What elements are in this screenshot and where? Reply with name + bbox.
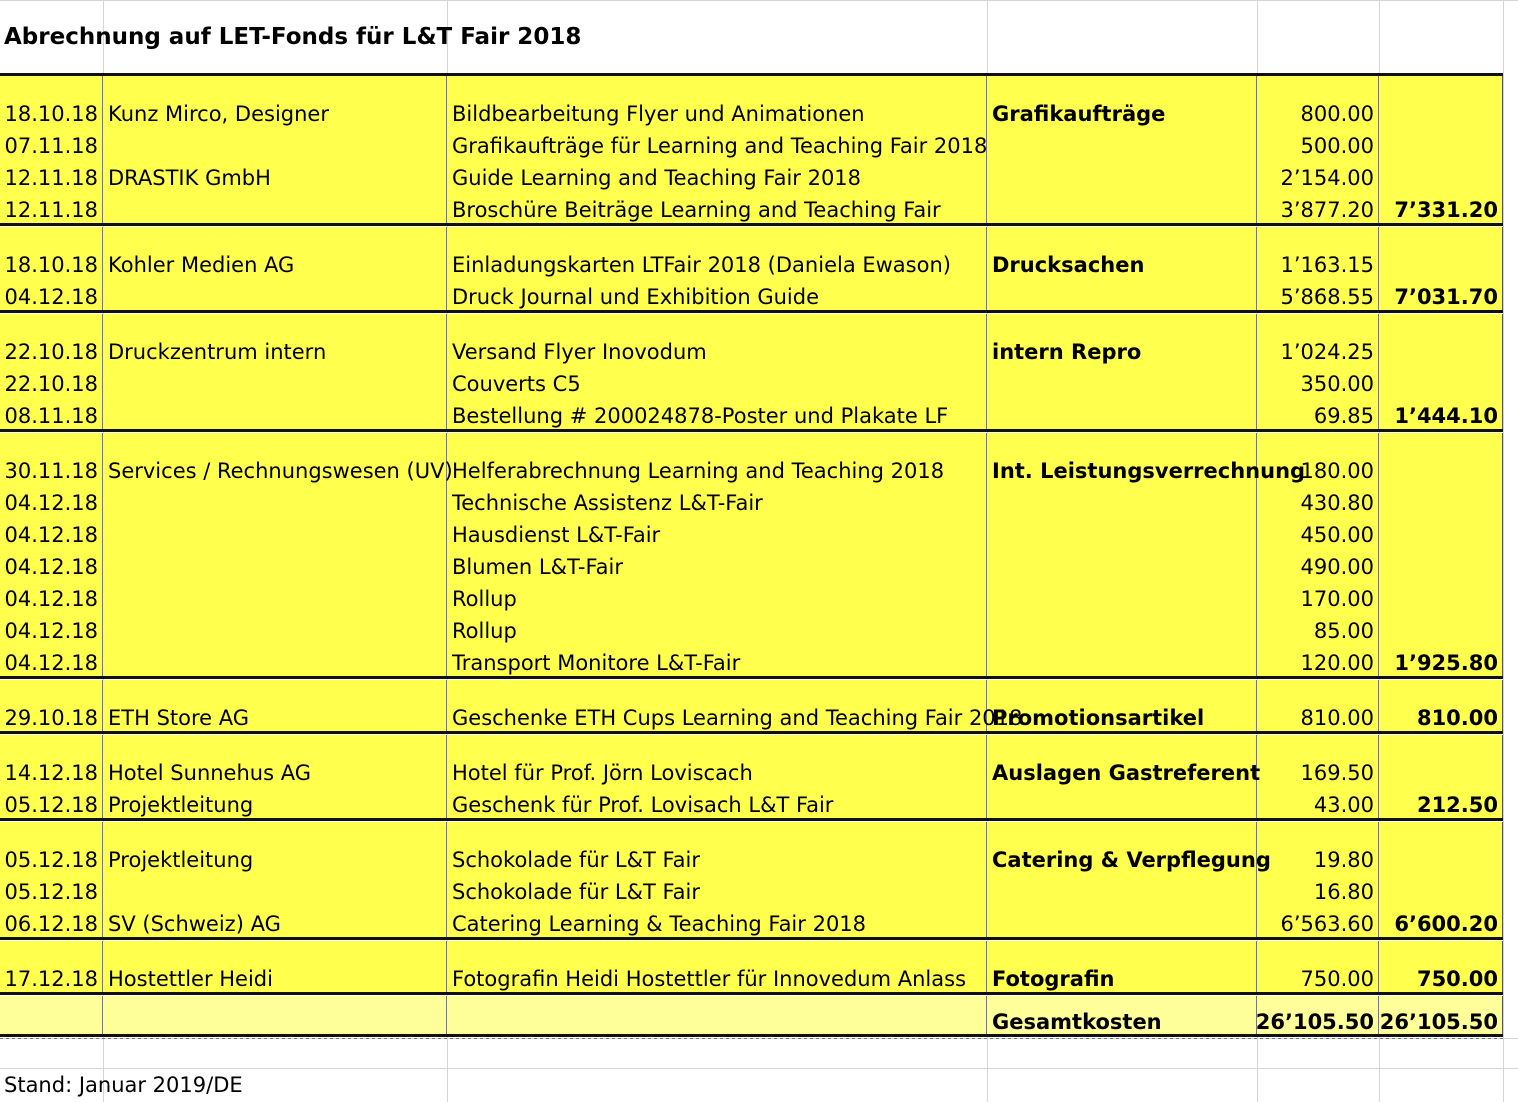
vendor-cell[interactable] — [103, 192, 447, 224]
table-row — [0, 581, 1503, 613]
description-cell[interactable]: Einladungskarten LTFair 2018 (Daniela Ewason) — [447, 247, 987, 279]
description-cell[interactable]: Guide Learning and Teaching Fair 2018 — [447, 160, 987, 192]
empty-cell[interactable] — [103, 680, 447, 700]
category-cell[interactable]: Int. Leistungsverrechnung — [987, 453, 1257, 485]
empty-cell[interactable] — [987, 433, 1257, 453]
table-row — [0, 453, 1503, 485]
vendor-cell[interactable]: Kohler Medien AG — [103, 247, 447, 279]
spacer-row — [0, 941, 1503, 961]
spacer-row — [0, 433, 1503, 453]
group-total-cell[interactable] — [1379, 96, 1503, 128]
empty-cell[interactable] — [987, 314, 1257, 334]
table-row — [0, 755, 1503, 787]
empty-cell[interactable] — [1257, 433, 1379, 453]
empty-cell[interactable] — [1257, 314, 1379, 334]
vendor-cell[interactable] — [103, 874, 447, 906]
empty-cell[interactable] — [987, 941, 1257, 961]
empty-cell[interactable] — [447, 735, 987, 755]
group-total-cell[interactable] — [1379, 453, 1503, 485]
description-cell[interactable]: Rollup — [447, 581, 987, 613]
table-row — [0, 366, 1503, 398]
table-row — [0, 128, 1503, 160]
empty-cell[interactable] — [103, 227, 447, 247]
empty-cell[interactable] — [447, 227, 987, 247]
date-cell[interactable]: 18.10.18 — [0, 247, 103, 279]
empty-cell[interactable] — [0, 227, 103, 247]
description-cell[interactable]: Schokolade für L&T Fair — [447, 874, 987, 906]
group-total-cell[interactable]: 7’031.70 — [1379, 279, 1503, 311]
empty-cell[interactable] — [1257, 227, 1379, 247]
category-cell[interactable]: Promotionsartikel — [987, 700, 1257, 732]
amount-cell[interactable]: 69.85 — [1257, 398, 1379, 430]
empty-cell[interactable] — [1257, 735, 1379, 755]
group-separator — [0, 992, 1503, 995]
date-cell[interactable]: 18.10.18 — [0, 96, 103, 128]
category-cell[interactable]: Fotografin — [987, 961, 1257, 993]
vendor-cell[interactable]: Hostettler Heidi — [103, 961, 447, 993]
vendor-cell[interactable] — [103, 485, 447, 517]
amount-cell[interactable]: 430.80 — [1257, 485, 1379, 517]
empty-cell[interactable] — [103, 996, 447, 1036]
vendor-cell[interactable]: Druckzentrum intern — [103, 334, 447, 366]
empty-cell[interactable] — [0, 822, 103, 842]
date-cell[interactable]: 14.12.18 — [0, 755, 103, 787]
group-total-cell[interactable]: 6’600.20 — [1379, 906, 1503, 938]
empty-cell[interactable] — [0, 680, 103, 700]
group-total-cell[interactable]: 212.50 — [1379, 787, 1503, 819]
table-row — [0, 192, 1503, 224]
amount-cell[interactable]: 120.00 — [1257, 645, 1379, 677]
empty-cell[interactable] — [987, 76, 1257, 96]
empty-cell[interactable] — [447, 680, 987, 700]
vendor-cell[interactable] — [103, 517, 447, 549]
amount-cell[interactable]: 350.00 — [1257, 366, 1379, 398]
category-cell[interactable]: intern Repro — [987, 334, 1257, 366]
group-total-cell[interactable] — [1379, 247, 1503, 279]
amount-cell[interactable]: 19.80 — [1257, 842, 1379, 874]
empty-cell[interactable] — [447, 433, 987, 453]
amount-cell[interactable]: 1’024.25 — [1257, 334, 1379, 366]
vendor-cell[interactable]: Services / Rechnungswesen (UV) — [103, 453, 447, 485]
category-cell[interactable] — [987, 549, 1257, 581]
table-row — [0, 334, 1503, 366]
group-total-cell[interactable] — [1379, 485, 1503, 517]
description-cell[interactable]: Geschenke ETH Cups Learning and Teaching Fair 2018 — [447, 700, 987, 732]
empty-cell[interactable] — [1257, 822, 1379, 842]
spacer-row — [0, 76, 1503, 96]
vendor-cell[interactable]: Kunz Mirco, Designer — [103, 96, 447, 128]
grid-row-line — [0, 0, 1518, 1]
empty-cell[interactable] — [1379, 76, 1503, 96]
empty-cell[interactable] — [1257, 941, 1379, 961]
amount-cell[interactable]: 170.00 — [1257, 581, 1379, 613]
description-cell[interactable]: Fotografin Heidi Hostettler für Innovedum Anlass — [447, 961, 987, 993]
date-cell[interactable]: 07.11.18 — [0, 128, 103, 160]
category-cell[interactable] — [987, 906, 1257, 938]
vendor-cell[interactable]: SV (Schweiz) AG — [103, 906, 447, 938]
group-total-cell[interactable] — [1379, 874, 1503, 906]
empty-cell[interactable] — [987, 227, 1257, 247]
date-cell[interactable]: 04.12.18 — [0, 613, 103, 645]
category-cell[interactable]: Auslagen Gastreferent — [987, 755, 1257, 787]
group-separator — [0, 731, 1503, 734]
table-row — [0, 160, 1503, 192]
group-total-cell[interactable]: 7’331.20 — [1379, 192, 1503, 224]
date-cell[interactable]: 17.12.18 — [0, 961, 103, 993]
empty-cell[interactable] — [1379, 941, 1503, 961]
empty-cell[interactable] — [1379, 680, 1503, 700]
vendor-cell[interactable] — [103, 279, 447, 311]
category-cell[interactable] — [987, 787, 1257, 819]
empty-cell[interactable] — [0, 941, 103, 961]
category-cell[interactable] — [987, 517, 1257, 549]
table-row — [0, 961, 1503, 993]
description-cell[interactable]: Couverts C5 — [447, 366, 987, 398]
group-total-cell[interactable] — [1379, 334, 1503, 366]
amount-cell[interactable]: 490.00 — [1257, 549, 1379, 581]
description-cell[interactable]: Druck Journal und Exhibition Guide — [447, 279, 987, 311]
description-cell[interactable]: Hotel für Prof. Jörn Loviscach — [447, 755, 987, 787]
amount-cell[interactable]: 750.00 — [1257, 961, 1379, 993]
group-total-cell[interactable] — [1379, 842, 1503, 874]
table-row — [0, 787, 1503, 819]
table-row — [0, 549, 1503, 581]
category-cell[interactable]: Catering & Verpflegung — [987, 842, 1257, 874]
vendor-cell[interactable] — [103, 366, 447, 398]
spacer-row — [0, 822, 1503, 842]
empty-cell[interactable] — [987, 735, 1257, 755]
description-cell[interactable]: Bestellung # 200024878-Poster und Plakate LF — [447, 398, 987, 430]
group-separator — [0, 676, 1503, 679]
date-cell[interactable]: 12.11.18 — [0, 160, 103, 192]
empty-cell[interactable] — [987, 680, 1257, 700]
vendor-cell[interactable] — [103, 645, 447, 677]
spacer-row — [0, 680, 1503, 700]
date-cell[interactable]: 22.10.18 — [0, 334, 103, 366]
description-cell[interactable]: Catering Learning & Teaching Fair 2018 — [447, 906, 987, 938]
table-row — [0, 645, 1503, 677]
amount-cell[interactable]: 1’163.15 — [1257, 247, 1379, 279]
table-row — [0, 517, 1503, 549]
category-cell[interactable] — [987, 613, 1257, 645]
group-total-cell[interactable] — [1379, 613, 1503, 645]
empty-cell[interactable] — [103, 822, 447, 842]
grand-total-row — [0, 996, 1503, 1036]
description-cell[interactable]: Technische Assistenz L&T-Fair — [447, 485, 987, 517]
vendor-cell[interactable]: Hotel Sunnehus AG — [103, 755, 447, 787]
category-cell[interactable] — [987, 874, 1257, 906]
amount-cell[interactable]: 85.00 — [1257, 613, 1379, 645]
date-cell[interactable]: 30.11.18 — [0, 453, 103, 485]
empty-cell[interactable] — [447, 822, 987, 842]
empty-cell[interactable] — [447, 996, 987, 1036]
grid-row-line — [0, 1068, 1518, 1069]
date-cell[interactable]: 08.11.18 — [0, 398, 103, 430]
empty-cell[interactable] — [103, 433, 447, 453]
category-cell[interactable] — [987, 160, 1257, 192]
amount-cell[interactable]: 800.00 — [1257, 96, 1379, 128]
description-cell[interactable]: Geschenk für Prof. Lovisach L&T Fair — [447, 787, 987, 819]
description-cell[interactable]: Schokolade für L&T Fair — [447, 842, 987, 874]
spacer-row — [0, 227, 1503, 247]
vendor-cell[interactable] — [103, 128, 447, 160]
empty-cell[interactable] — [1257, 680, 1379, 700]
date-cell[interactable]: 04.12.18 — [0, 485, 103, 517]
table-row — [0, 613, 1503, 645]
empty-cell[interactable] — [1379, 433, 1503, 453]
table-row — [0, 700, 1503, 732]
group-separator — [0, 429, 1503, 432]
empty-cell[interactable] — [0, 433, 103, 453]
category-cell[interactable]: Drucksachen — [987, 247, 1257, 279]
amount-cell[interactable]: 43.00 — [1257, 787, 1379, 819]
date-cell[interactable]: 06.12.18 — [0, 906, 103, 938]
amount-cell[interactable]: 5’868.55 — [1257, 279, 1379, 311]
category-cell[interactable] — [987, 581, 1257, 613]
group-separator — [0, 223, 1503, 226]
amount-cell[interactable]: 810.00 — [1257, 700, 1379, 732]
spacer-row — [0, 314, 1503, 334]
description-cell[interactable]: Rollup — [447, 613, 987, 645]
date-cell[interactable]: 29.10.18 — [0, 700, 103, 732]
group-total-cell[interactable] — [1379, 755, 1503, 787]
date-cell[interactable]: 22.10.18 — [0, 366, 103, 398]
date-cell[interactable]: 04.12.18 — [0, 517, 103, 549]
date-cell[interactable]: 05.12.18 — [0, 874, 103, 906]
description-cell[interactable]: Bildbearbeitung Flyer und Animationen — [447, 96, 987, 128]
group-total-cell[interactable]: 1’925.80 — [1379, 645, 1503, 677]
date-cell[interactable]: 04.12.18 — [0, 549, 103, 581]
group-total-cell[interactable]: 1’444.10 — [1379, 398, 1503, 430]
empty-cell[interactable] — [0, 735, 103, 755]
group-total-cell[interactable] — [1379, 581, 1503, 613]
amount-cell[interactable]: 6’563.60 — [1257, 906, 1379, 938]
description-cell[interactable]: Grafikaufträge für Learning and Teaching Fair 2018 — [447, 128, 987, 160]
table-row — [0, 485, 1503, 517]
table-row — [0, 279, 1503, 311]
category-cell[interactable] — [987, 485, 1257, 517]
empty-cell[interactable] — [1379, 314, 1503, 334]
category-cell[interactable]: Grafikaufträge — [987, 96, 1257, 128]
group-total-cell[interactable]: 750.00 — [1379, 961, 1503, 993]
table-row — [0, 247, 1503, 279]
empty-cell[interactable] — [447, 941, 987, 961]
empty-cell[interactable] — [1257, 76, 1379, 96]
empty-cell[interactable] — [103, 314, 447, 334]
group-separator — [0, 310, 1503, 313]
amount-cell[interactable]: 180.00 — [1257, 453, 1379, 485]
vendor-cell[interactable]: Projektleitung — [103, 842, 447, 874]
empty-cell[interactable] — [447, 76, 987, 96]
amount-cell[interactable]: 2’154.00 — [1257, 160, 1379, 192]
group-total-cell[interactable] — [1379, 366, 1503, 398]
spacer-row — [0, 735, 1503, 755]
amount-cell[interactable]: 450.00 — [1257, 517, 1379, 549]
grand-total-amount[interactable]: 26’105.50 — [1257, 996, 1379, 1036]
table-row — [0, 96, 1503, 128]
grand-total-sum[interactable]: 26’105.50 — [1379, 996, 1503, 1036]
category-cell[interactable] — [987, 192, 1257, 224]
date-cell[interactable]: 04.12.18 — [0, 645, 103, 677]
category-cell[interactable] — [987, 366, 1257, 398]
empty-cell[interactable] — [1379, 735, 1503, 755]
category-cell[interactable] — [987, 398, 1257, 430]
table-row — [0, 398, 1503, 430]
date-cell[interactable]: 04.12.18 — [0, 581, 103, 613]
date-cell[interactable]: 05.12.18 — [0, 787, 103, 819]
description-cell[interactable]: Hausdienst L&T-Fair — [447, 517, 987, 549]
empty-cell[interactable] — [0, 996, 103, 1036]
amount-cell[interactable]: 16.80 — [1257, 874, 1379, 906]
table-row — [0, 874, 1503, 906]
date-cell[interactable]: 12.11.18 — [0, 192, 103, 224]
sheet-title: Abrechnung auf LET-Fonds für L&T Fair 2018 — [4, 24, 582, 50]
category-cell[interactable] — [987, 279, 1257, 311]
group-separator — [0, 1034, 1503, 1037]
empty-cell[interactable] — [103, 76, 447, 96]
vendor-cell[interactable] — [103, 398, 447, 430]
group-total-cell[interactable] — [1379, 549, 1503, 581]
group-total-cell[interactable] — [1379, 128, 1503, 160]
description-cell[interactable]: Broschüre Beiträge Learning and Teaching Fair — [447, 192, 987, 224]
empty-cell[interactable] — [0, 76, 103, 96]
table-row — [0, 906, 1503, 938]
grid-column-line — [1503, 0, 1504, 1102]
description-cell[interactable]: Versand Flyer Inovodum — [447, 334, 987, 366]
vendor-cell[interactable] — [103, 581, 447, 613]
vendor-cell[interactable] — [103, 613, 447, 645]
empty-cell[interactable] — [987, 822, 1257, 842]
group-total-cell[interactable] — [1379, 517, 1503, 549]
description-cell[interactable]: Helferabrechnung Learning and Teaching 2018 — [447, 453, 987, 485]
group-separator — [0, 937, 1503, 940]
empty-cell[interactable] — [103, 941, 447, 961]
vendor-cell[interactable]: ETH Store AG — [103, 700, 447, 732]
empty-cell[interactable] — [1379, 822, 1503, 842]
grand-total-label[interactable]: Gesamtkosten — [987, 996, 1257, 1036]
empty-cell[interactable] — [103, 735, 447, 755]
amount-cell[interactable]: 169.50 — [1257, 755, 1379, 787]
group-total-cell[interactable] — [1379, 160, 1503, 192]
vendor-cell[interactable]: DRASTIK GmbH — [103, 160, 447, 192]
category-cell[interactable] — [987, 645, 1257, 677]
vendor-cell[interactable]: Projektleitung — [103, 787, 447, 819]
empty-cell[interactable] — [1379, 227, 1503, 247]
table-row — [0, 842, 1503, 874]
date-cell[interactable]: 05.12.18 — [0, 842, 103, 874]
description-cell[interactable]: Transport Monitore L&T-Fair — [447, 645, 987, 677]
date-cell[interactable]: 04.12.18 — [0, 279, 103, 311]
vendor-cell[interactable] — [103, 549, 447, 581]
footer-note: Stand: Januar 2019/DE — [4, 1073, 243, 1097]
amount-cell[interactable]: 3’877.20 — [1257, 192, 1379, 224]
empty-cell[interactable] — [447, 314, 987, 334]
description-cell[interactable]: Blumen L&T-Fair — [447, 549, 987, 581]
amount-cell[interactable]: 500.00 — [1257, 128, 1379, 160]
group-total-cell[interactable]: 810.00 — [1379, 700, 1503, 732]
empty-cell[interactable] — [0, 314, 103, 334]
category-cell[interactable] — [987, 128, 1257, 160]
group-separator — [0, 818, 1503, 821]
